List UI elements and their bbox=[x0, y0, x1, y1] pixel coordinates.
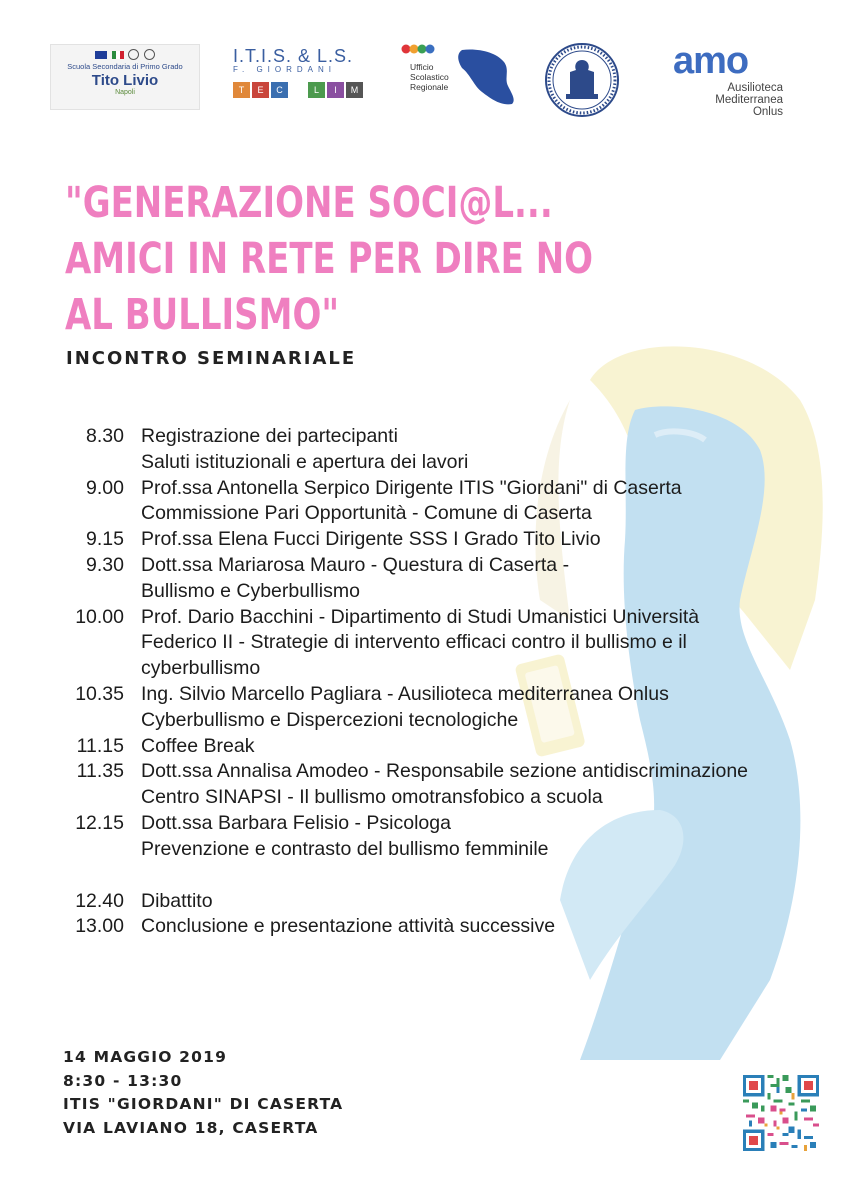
emblem-icon bbox=[144, 49, 155, 60]
program-text: Conclusione e presentazione attività successive bbox=[141, 915, 556, 938]
amo-logo bbox=[673, 42, 808, 122]
program-text: Dott.ssa Mariarosa Mauro - Questura di Caserta - bbox=[141, 553, 570, 576]
program-item bbox=[60, 889, 840, 915]
event-time: 8:30 - 13:30 bbox=[63, 1071, 183, 1090]
amo-line: Mediterranea bbox=[715, 94, 783, 106]
program-time: 9.00 bbox=[86, 476, 124, 499]
usr-line: Ufficio bbox=[410, 62, 434, 72]
amo-line: Onlus bbox=[752, 106, 783, 118]
program-text: Ing. Silvio Marcello Pagliara - Ausilioteca mediterranea Onlus bbox=[141, 682, 669, 705]
ufficio-scolastico-logo bbox=[400, 44, 518, 108]
program-text: Coffee Break bbox=[141, 734, 255, 757]
tito-livio-logo bbox=[50, 44, 200, 110]
program-text: Prevenzione e contrasto del bullismo femminile bbox=[141, 837, 549, 860]
program-time: 9.30 bbox=[86, 553, 124, 576]
itis-subtitle: F. GIORDANI bbox=[233, 65, 337, 74]
emblem-icon bbox=[128, 49, 139, 60]
itis-box: C bbox=[271, 82, 288, 98]
program-time: 13.00 bbox=[75, 915, 124, 938]
program-text: Registrazione dei partecipanti bbox=[141, 425, 398, 447]
italy-flag-icon bbox=[112, 51, 124, 59]
event-subtitle: INCONTRO SEMINARIALE bbox=[66, 348, 357, 369]
program-text: Bullismo e Cyberbullismo bbox=[141, 579, 360, 602]
program-list bbox=[60, 424, 840, 940]
title-line: AMICI IN RETE PER DIRE NO bbox=[65, 234, 594, 284]
program-item bbox=[60, 476, 840, 528]
event-venue: ITIS "GIORDANI" DI CASERTA bbox=[63, 1095, 344, 1113]
usr-line: Scolastico bbox=[410, 72, 449, 82]
program-time: 9.15 bbox=[86, 528, 124, 551]
program-item bbox=[60, 914, 840, 940]
itis-box: T bbox=[233, 82, 250, 98]
program-item bbox=[60, 553, 840, 605]
program-text: Prof.ssa Elena Fucci Dirigente SSS I Grado Tito Livio bbox=[141, 528, 601, 551]
usr-line: Regionale bbox=[410, 82, 449, 92]
itis-box: L bbox=[308, 82, 325, 98]
program-time: 12.15 bbox=[75, 811, 124, 834]
page-title bbox=[65, 175, 594, 343]
program-time: 8.30 bbox=[86, 425, 124, 447]
program-item bbox=[60, 605, 840, 682]
title-line: AL BULLISMO" bbox=[65, 290, 340, 340]
program-text: Federico II - Strategie di intervento efficaci contro il bullismo e il bbox=[141, 631, 687, 654]
qr-code-icon[interactable] bbox=[743, 1075, 819, 1151]
tito-livio-subtitle: Scuola Secondaria di Primo Grado bbox=[67, 62, 183, 72]
program-item bbox=[60, 682, 840, 734]
program-text: Cyberbullismo e Dispercezioni tecnologiche bbox=[141, 708, 519, 731]
program-time: 11.15 bbox=[76, 734, 124, 757]
program-text: Saluti istituzionali e apertura dei lavori bbox=[141, 450, 469, 473]
program-text: Dott.ssa Barbara Felisio - Psicologa bbox=[141, 811, 451, 834]
program-item bbox=[60, 759, 840, 811]
event-info bbox=[63, 1046, 343, 1140]
itis-box: I bbox=[327, 82, 344, 98]
itis-box: E bbox=[252, 82, 269, 98]
program-text: cyberbullismo bbox=[141, 657, 261, 680]
program-text: Prof.ssa Antonella Serpico Dirigente ITIS "Giordani" di Caserta bbox=[141, 476, 682, 499]
program-item bbox=[60, 811, 840, 863]
event-date: 14 MAGGIO 2019 bbox=[63, 1048, 228, 1066]
program-item bbox=[60, 527, 840, 553]
program-text: Centro SINAPSI - Il bullismo omotransfobico a scuola bbox=[141, 786, 603, 809]
partner-logos bbox=[48, 40, 808, 120]
amo-line: Ausilioteca bbox=[727, 82, 783, 94]
program-text: Dibattito bbox=[141, 889, 213, 912]
amo-mark: amo bbox=[673, 40, 749, 82]
program-text: Commissione Pari Opportunità - Comune di Caserta bbox=[141, 502, 592, 525]
itis-title: I.T.I.S. & L.S. bbox=[233, 46, 354, 66]
program-text: Prof. Dario Bacchini - Dipartimento di Studi Umanistici Università bbox=[141, 605, 700, 628]
event-address: VIA LAVIANO 18, CASERTA bbox=[63, 1118, 319, 1137]
itis-box: M bbox=[346, 82, 363, 98]
tito-livio-name: Tito Livio bbox=[91, 72, 159, 90]
tito-livio-city: Napoli bbox=[115, 89, 135, 97]
program-text: Dott.ssa Annalisa Amodeo - Responsabile sezione antidiscriminazione bbox=[141, 760, 749, 783]
title-line: "GENERAZIONE SOCI@L... bbox=[65, 178, 553, 228]
itis-giordani-logo bbox=[233, 46, 383, 106]
university-seal-icon bbox=[544, 42, 620, 118]
program-time: 11.35 bbox=[76, 760, 124, 783]
program-time: 10.35 bbox=[75, 682, 124, 705]
program-time: 12.40 bbox=[75, 889, 124, 912]
eu-flag-icon bbox=[95, 51, 107, 59]
program-item bbox=[60, 734, 840, 760]
program-item bbox=[60, 424, 840, 476]
program-time: 10.00 bbox=[75, 605, 124, 628]
